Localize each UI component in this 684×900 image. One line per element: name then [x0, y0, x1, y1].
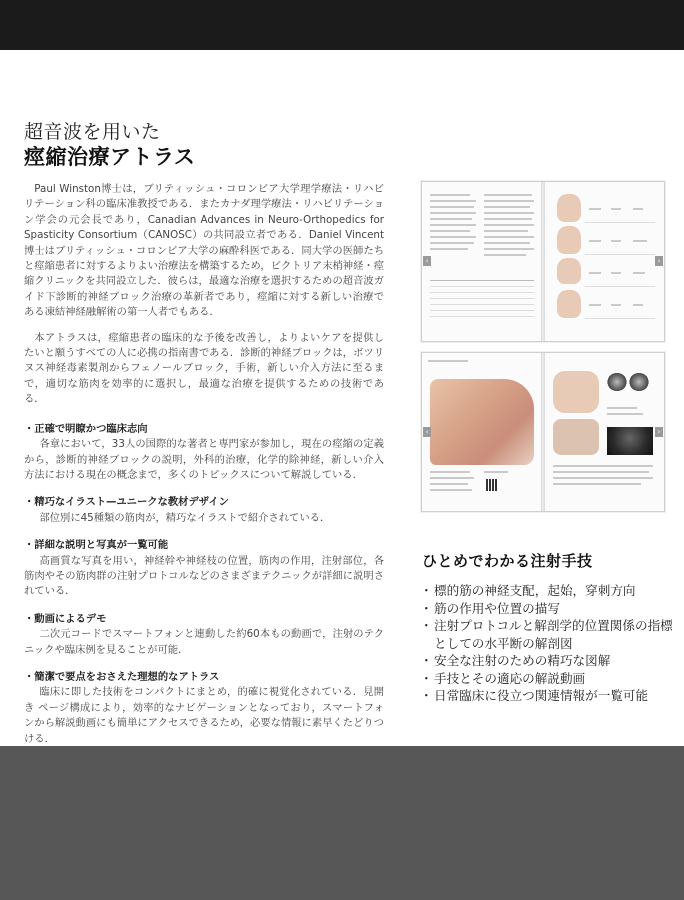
- title-subheading: 超音波を用いた: [24, 121, 161, 143]
- sample-page-right: [545, 353, 664, 511]
- feature-item: [24, 612, 384, 658]
- chevron-left-icon: ‹: [423, 427, 431, 437]
- list-item: ・ 標的筋の神経支配，起始，穿刺方向: [423, 582, 673, 600]
- feature-title: ・簡潔で要点をおさえた理想的なアトラス: [24, 670, 220, 683]
- sample-page-left: [422, 182, 541, 341]
- highlights-list: [423, 582, 673, 705]
- page-title: 痙縮治療アトラス: [24, 145, 196, 169]
- feature-item: [24, 538, 384, 600]
- list-item: ・ 注射プロトコルと解剖学的位置関係の指標としての水平断の解剖図: [423, 617, 673, 652]
- feature-title: ・正確で明瞭かつ臨床志向: [24, 422, 148, 435]
- qr-code-icon: [486, 479, 498, 491]
- feature-item: [24, 670, 384, 747]
- description-column: [24, 182, 384, 747]
- feature-item: [24, 422, 384, 484]
- feature-item: [24, 495, 384, 526]
- bottom-banner: [0, 746, 684, 900]
- chevron-right-icon: ›: [655, 427, 663, 437]
- highlights-heading: ひとめでわかる注射手技: [422, 552, 593, 570]
- author-paragraph: Paul Winston博士は，ブリティッシュ・コロンビア大学理学療法・リハビリテーション科の臨床准教授である．またカナダ理学療法・リハビリテーション学会の元会長であり，Canadian Advances in Neuro-Orthopedics for Spasticity Consortium（CANOSC）の共同設立者である．Daniel Vincent博士はブリティッシュ・コロンビア大学の麻酔科医である．同大学の医師たちと痙縮患者に対するよりよい治療法を構築するため，ビクトリア末梢神経・痙縮クリニックを共同設立した．彼らは，最適な治療を選択するための超音波ガイド下診断的神経ブロック治療の革新者であり，痙縮に対する新しい治療である凍結神経融解術の第一人者でもある．: [24, 183, 384, 319]
- list-item: ・ 安全な注射のための精巧な図解: [423, 652, 673, 670]
- feature-description: 部位別に45種類の筋肉が，精巧なイラストで紹介されている．: [39, 511, 331, 524]
- sample-spread-table: [421, 181, 665, 342]
- top-banner: [0, 0, 684, 50]
- feature-title: ・詳細な説明と写真が一覧可能: [24, 539, 169, 552]
- atlas-paragraph: 本アトラスは，痙縮患者の臨床的な予後を改善し，よりよいケアを提供したいと願うすべての人に必携の指南書である．診断的神経ブロックは，ボツリヌス神経毒素製剤からフェノールブロック，手術，新しい介入方法に至るまで，適切な筋肉を効率的に選択し，最適な治療を提供するための技術である．: [24, 331, 384, 406]
- list-item: ・ 手技とその適応の解説動画: [423, 670, 673, 688]
- feature-title: ・動画によるデモ: [24, 612, 107, 625]
- feature-title: ・精巧なイラスト—ユニークな教材デザイン: [24, 496, 229, 509]
- feature-description: 二次元コードでスマートフォンと連動した約60本もの動画で，注射のテクニックや臨床例を見ることが可能．: [24, 628, 384, 656]
- chevron-left-icon: ‹: [423, 256, 431, 266]
- feature-description: 高画質な写真を用い，神経幹や神経枝の位置，筋肉の作用，注射部位，各筋肉やその筋肉群の注射プロトコルなどのさまざまテクニックが詳細に説明されている．: [24, 554, 384, 598]
- list-item: ・ 筋の作用や位置の描写: [423, 600, 673, 618]
- sample-page-left: [422, 353, 541, 511]
- sample-page-right: [545, 182, 664, 341]
- chevron-right-icon: ›: [655, 256, 663, 266]
- list-item: ・ 日常臨床に役立つ関連情報が一覧可能: [423, 687, 673, 705]
- sample-spread-anatomy: [421, 352, 665, 512]
- feature-description: 各章において，33人の国際的な著者と専門家が参加し，現在の痙縮の定義から，診断的神経ブロックの説明，外科的治療，化学的除神経，新しい介入方法における現在の概念まで，多くのトピックスについて解説している．: [24, 438, 384, 481]
- feature-description: 臨床に即した技術をコンパクトにまとめ，的確に視覚化されている．見開き ページ構成により，効率的なナビゲーションとなっており，スマートフォンから解説動画にも簡単にアクセスできるため，必要な情報に素早くたどりつける．: [24, 686, 384, 745]
